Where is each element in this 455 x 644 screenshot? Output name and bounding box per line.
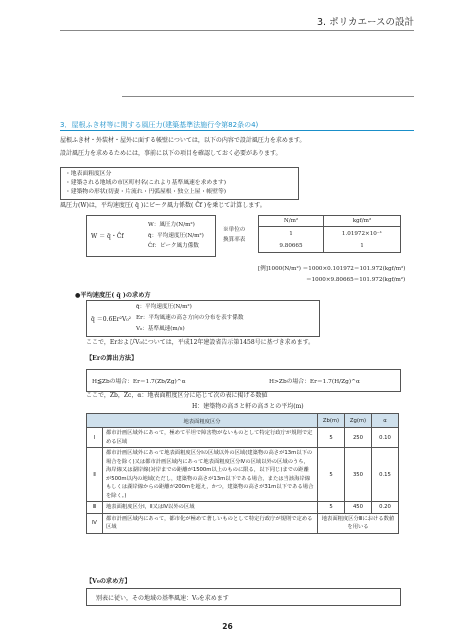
roughness-category: Ⅰ [87, 428, 103, 448]
formula-lhs: W ＝ q̄・Ĉf [91, 233, 124, 240]
roughness-zg: 250 [345, 428, 372, 448]
roughness-alpha: 0.20 [372, 502, 399, 514]
conversion-table [258, 215, 401, 253]
formula-definitions [136, 302, 243, 335]
roughness-alpha: 0.10 [372, 428, 399, 448]
avg-pressure-note: ここで，ErおよびV₀については，平成12年建設省告示第1458号に基づき求めます。 [86, 339, 315, 346]
roughness-header: α [372, 414, 399, 428]
er-heading: 【Erの算出方法】 [86, 355, 138, 362]
roughness-category: Ⅲ [87, 502, 103, 514]
roughness-merged-value: 地表面粗度区分Ⅲにおける数値を用いる [318, 513, 399, 533]
checklist-box [60, 167, 299, 200]
er-formula-box [86, 369, 401, 392]
intro-line-1: 屋根ふき材・外装材・屋外に面する帳壁については，以下の内容で設計風圧力を求めます。 [60, 137, 306, 144]
conversion-label-line: ※単位の [223, 227, 246, 233]
roughness-description: 地表面粗度区分Ⅰ，Ⅱ又はⅣ以外の区域 [103, 502, 318, 514]
roughness-category: Ⅱ [87, 448, 103, 502]
definition-line: Er：平均風速の高さ方向の分布を表す係数 [136, 315, 244, 321]
roughness-zb: 5 [318, 502, 345, 514]
conversion-header: N/m² [259, 216, 324, 227]
roughness-table [86, 413, 399, 534]
intro-line-2: 設計風圧力を求めるためには，事前に以下の項目を確認しておく必要があります。 [60, 150, 282, 157]
roughness-header: 地表面粗度区分 [87, 414, 318, 428]
roughness-zb: 5 [318, 448, 345, 502]
roughness-zb: 5 [318, 428, 345, 448]
conversion-cell: 1.01972×10⁻¹ [324, 227, 401, 241]
formula-definitions [148, 220, 204, 252]
roughness-header: Zg(m) [345, 414, 372, 428]
conversion-cell: 1 [259, 227, 324, 241]
vo-text: 別表に従い，その地域の基準風速：V₀を求めます [96, 595, 229, 602]
roughness-description: 都市計画区域外にあって地表面粗度区分Ⅰの区域以外の区域(建築物の高さが13m以下の場合を除く)又は都市計画区域内にあって地表面粗度区分Ⅳの区域以外の区域のうち，海岸線又は湖岸線(対岸までの距離が1500m以上のものに限る，以下同じ)までの距離が500m以内の地域(ただし，建築物の高さが13m以下である場合，または当該海岸線もしくは湖岸線からの距離が200mを超え，かつ，建築物の高さが31m以下である場合を除く。) [103, 448, 318, 502]
table-row [87, 502, 399, 514]
definition-line: W：風圧力(N/m²) [148, 222, 195, 228]
section-divider [60, 130, 414, 131]
definition-line: Ĉf：ピーク風力係数 [148, 243, 199, 249]
wind-pressure-formula-box [86, 215, 216, 257]
formula-lhs: q̄ ＝0.6Er²V₀² [91, 316, 132, 323]
header-divider [60, 30, 414, 31]
divider-line [122, 96, 414, 97]
avg-pressure-heading: ●平均速度圧( q̄ )の求め方 [75, 292, 151, 299]
er-note-2: H：建築物の高さと軒の高さとの平均(m) [192, 403, 304, 410]
page-number: 26 [222, 622, 233, 631]
table-row [87, 428, 399, 448]
example-line-2: ＝1000×9.80665＝101.972(kgf/m²) [306, 277, 406, 283]
definition-line: V₀：基準風速(m/s) [136, 326, 185, 332]
wind-pressure-text: 風圧力(W)は，平均速度圧( q̄ )にピーク風力係数( Ĉf )を乗じて計算します。 [60, 202, 266, 209]
conversion-label [223, 225, 245, 245]
table-row [87, 513, 399, 533]
page-header-title: 3. ポリカエースの設計 [316, 17, 414, 28]
vo-heading: 【V₀の求め方】 [86, 578, 131, 585]
roughness-description: 都市計画区域外にあって，極めて平坦で障害物がないものとして特定行政庁が規則で定める区域 [103, 428, 318, 448]
definition-line: q̄：平均速度圧(N/m²) [148, 232, 204, 239]
roughness-alpha: 0.15 [372, 448, 399, 502]
vo-box [86, 588, 401, 606]
roughness-header: Zb(m) [318, 414, 345, 428]
roughness-category: Ⅳ [87, 513, 103, 533]
definition-line: q̄：平均速度圧(N/m²) [136, 304, 192, 310]
conversion-header: kgf/m² [324, 216, 401, 227]
checklist-item: ・建築される地域の市区町村名(これより基準風速を求めます) [65, 180, 227, 186]
example-line-1: [例]1000(N/m²) ＝1000×0.101972＝101.972(kgf/m²) [258, 266, 406, 272]
conversion-label-line: 換算率表 [223, 237, 246, 243]
section-title: 3．屋根ふき材等に関する風圧力(建築基準法施行令第82条の4) [60, 121, 259, 129]
roughness-description: 都市計画区域内にあって，都市化が極めて著しいものとして特定行政庁が規則で定める区域 [103, 513, 318, 533]
roughness-zg: 450 [345, 502, 372, 514]
checklist-item: ・地表面粗度区分 [65, 171, 112, 177]
er-note-1: ここで，Zb，Zc，α：地表面粗度区分に応じて次の表に掲げる数値 [86, 392, 268, 399]
er-case-1: H≦Zbの場合：Er＝1.7(Zb/Zg)^α [92, 379, 186, 385]
avg-pressure-formula-box [86, 300, 320, 337]
conversion-cell: 9.80665 [259, 240, 324, 253]
table-row [87, 448, 399, 502]
roughness-zg: 350 [345, 448, 372, 502]
conversion-cell: 1 [324, 240, 401, 253]
checklist-item: ・建築物の形状(切妻・片流れ・円弧屋根・独立上屋・帳壁等) [65, 189, 227, 195]
er-case-2: H>Zbの場合：Er＝1.7(H/Zg)^α [269, 379, 360, 385]
